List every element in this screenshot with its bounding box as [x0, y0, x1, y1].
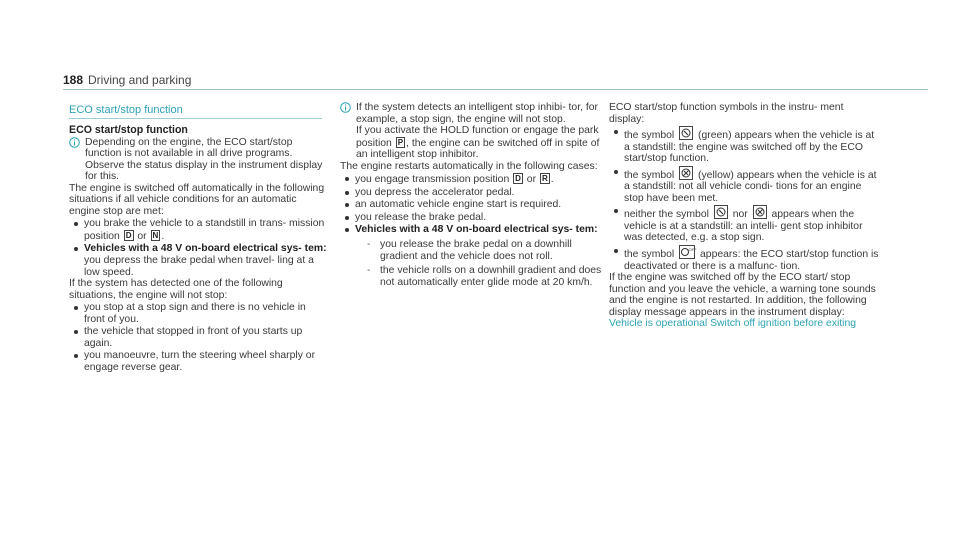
- bullet: [614, 249, 618, 253]
- header-divider: [63, 89, 928, 90]
- list-item: neither the symbol nor appears when the vehicle is at a standstill: an intelli- gent stop inhibitor was detected, e.g. a stop sign.: [609, 205, 879, 244]
- sub-list-item: - the vehicle rolls on a downhill gradient and does not automatically enter glide mode at 20 km/h.: [367, 265, 602, 288]
- note-block: [69, 137, 327, 183]
- paragraph: If the engine was switched off by the ECO start/ stop function and you leave the vehicle, a warning tone sounds and the engine is not restarted. In addition, the following display message appears in the instrument display:: [609, 272, 876, 318]
- bullet: [74, 247, 78, 251]
- list-item: you stop at a stop sign and there is no vehicle in front of you.: [69, 302, 327, 325]
- paragraph: ECO start/stop function symbols in the instru- ment display:: [609, 102, 844, 125]
- list-item: the symbol (yellow) appears when the vehicle is at a standstill: not all vehicle condi- tions for an engine stop have been met.: [609, 166, 879, 205]
- list-item: you manoeuvre, turn the steering wheel sharply or engage reverse gear.: [69, 350, 327, 373]
- list-item: you engage transmission position D or R .: [340, 173, 602, 186]
- bullet: [345, 203, 349, 207]
- bullet: [614, 170, 618, 174]
- list-item: the symbol OFF appears: the ECO start/stop function is deactivated or there is a malfunc- tion.: [609, 245, 879, 272]
- list-item: you brake the vehicle to a standstill in trans- mission position D or N .: [69, 218, 327, 242]
- bullet: [614, 130, 618, 134]
- list-item: the vehicle that stopped in front of you starts up again.: [69, 326, 327, 349]
- list-item: an automatic vehicle engine start is required.: [340, 199, 602, 211]
- bullet: [345, 177, 349, 181]
- page-number: 188: [63, 73, 84, 87]
- gear-n-symbol: N: [152, 230, 159, 240]
- eco-start-stop-active-icon: [714, 205, 728, 219]
- subheading: ECO start/stop function: [69, 124, 188, 136]
- variant-label: Vehicles with a 48 V on-board electrical sys- tem:: [84, 243, 327, 255]
- variant-label: Vehicles with a 48 V on-board electrical sys- tem:: [355, 224, 598, 236]
- bullet: [74, 330, 78, 334]
- gear-d-symbol: D: [125, 230, 132, 240]
- dash-marker: -: [367, 239, 371, 251]
- bullet: [345, 191, 349, 195]
- dash-marker: -: [367, 265, 371, 277]
- column-1: [69, 123, 327, 373]
- paragraph: The engine is switched off automatically in the following situations if all vehicle conditions for an automatic engine stop are met:: [69, 182, 325, 217]
- page-section-title: Driving and parking: [88, 73, 192, 87]
- section-title: ECO start/stop function: [69, 104, 183, 116]
- eco-start-stop-crossed-icon: [679, 166, 693, 180]
- eco-start-stop-off-icon: [679, 245, 695, 259]
- svg-text:OFF: OFF: [688, 247, 697, 253]
- bullet: [614, 209, 618, 213]
- note-text: Depending on the engine, the ECO start/stop function is not available in all drive programs. Observe the status display in the instrument display for this.: [85, 136, 323, 183]
- paragraph: The engine restarts automatically in the following cases:: [340, 160, 598, 172]
- display-message: Vehicle is operational Switch off ignition before exiting: [609, 318, 857, 330]
- bullet: [74, 306, 78, 310]
- list-item: the symbol (green) appears when the vehicle is at a standstill: the engine was switched off by the ECO start/stop function.: [609, 126, 879, 165]
- info-icon: [340, 102, 351, 113]
- list-item: Vehicles with a 48 V on-board electrical sys- tem: you depress the brake pedal when travel- ling at a low speed.: [69, 243, 327, 278]
- eco-start-stop-crossed-icon: [753, 205, 767, 219]
- bullet: [345, 216, 349, 220]
- list-item: [340, 224, 602, 236]
- info-icon: [69, 137, 80, 148]
- note-text: If the system detects an intelligent stop inhibi- tor, for example, a stop sign, the engine will not stop.: [356, 102, 598, 125]
- list-item: you release the brake pedal.: [340, 212, 602, 224]
- gear-d-symbol: D: [515, 174, 521, 184]
- list-item: you depress the accelerator pedal.: [340, 187, 602, 199]
- bullet: [74, 222, 78, 226]
- bullet: [74, 354, 78, 358]
- sub-list-item: - you release the brake pedal on a downhill gradient and the vehicle does not roll.: [367, 239, 572, 262]
- column-2: [340, 102, 602, 288]
- gear-p-symbol: P: [397, 137, 404, 147]
- note-text: If you activate the HOLD function or engage the park position P , the engine can be switched off in spite of an intelligent stop inhibitor.: [356, 125, 600, 161]
- section-title-underline: [69, 118, 322, 119]
- eco-start-stop-active-icon: [679, 126, 693, 140]
- paragraph: If the system has detected one of the following situations, the engine will not stop:: [69, 278, 283, 301]
- bullet: [345, 228, 349, 232]
- gear-r-symbol: R: [541, 174, 548, 184]
- column-3: [609, 102, 879, 330]
- note-block: [340, 102, 602, 161]
